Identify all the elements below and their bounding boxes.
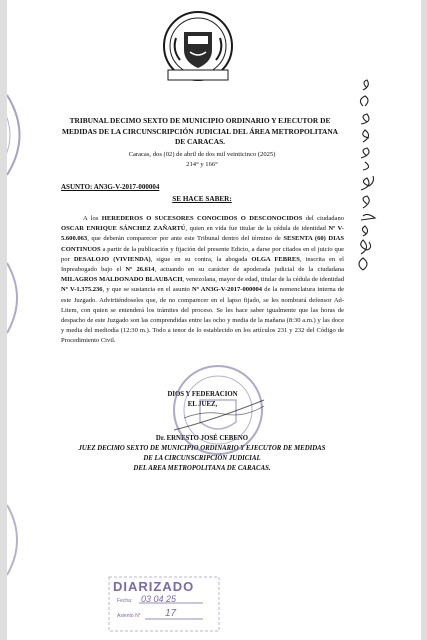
closing-line-1: DIOS Y FEDERACION (167, 391, 238, 398)
asunto-line: ASUNTO: AN3G-V-2017-000004 (61, 183, 160, 191)
fecha-label: Fecha: (117, 598, 133, 604)
diarizado-title: DIARIZADO (113, 579, 195, 594)
judge-title-line-1: JUEZ DECIMO SEXTO DE MUNICIPIO ORDINARIO Y EJECUTOR DE MEDIDAS (78, 445, 326, 452)
court-stamp-icon (164, 360, 272, 460)
date-line: Caracas, dos (02) de abril de dos mil veinticinco (2025) (128, 151, 276, 158)
judge-title-line-2: DE LA CIRCUNSCRIPCIÓN JUDICIAL (143, 455, 261, 462)
judge-name: Dr. ERNESTO JOSÉ CEBENO (155, 435, 249, 442)
diarizado-stamp (105, 575, 225, 635)
asiento-label: Asiento N° (117, 613, 141, 619)
left-edge-stamp-icon (7, 90, 35, 180)
left-edge-stamp-icon (7, 258, 31, 338)
closing-line-2: EL JUEZ, (187, 401, 218, 408)
years-line: 214° y 166° (186, 160, 218, 168)
seal-text (162, 8, 234, 88)
fecha-value: 03 04 25 (141, 594, 177, 604)
judge-title-line-3: DEL AREA METROPOLITANA DE CARACAS. (133, 465, 271, 472)
left-edge-stamp-icon (7, 500, 31, 580)
edict-body (61, 214, 344, 347)
handwritten-folio-note (353, 70, 383, 280)
document-page (7, 0, 421, 640)
date-block (67, 150, 337, 169)
court-header: TRIBUNAL DECIMO SEXTO DE MUNICIPIO ORDINARIO Y EJECUTOR DE MEDIDAS DE LA CIRCUNSCRIPCIÓN JUDICIAL DEL ÁREA METROPOLITANA DE CARACAS. (61, 116, 339, 146)
edict-paragraph: A los HEREDEROS O SUCESORES CONOCIDOS O DESCONOCIDOS del ciudadano OSCAR ENRIQUE SÁNCHEZ ZAÑARTÚ, quien en vida fue titular de la cédula de identidad Nº V-5.600.063, que deberán comparecer por ante este Tribunal dentro del término de SESENTA (60) DIAS CONTINUOS a partir de la publicación y fijación del presente Edicto, a darse por citados en el juicio que por DESALOJO (VIVIENDA), sigue en su contra, la abogada OLGA FEBRES, inscrita en el Inpreabogado bajo el Nº 26.614, actuando en su carácter de apoderada judicial de la ciudadana MILAGROS MALDONADO BLAUBACH, venezolana, mayor de edad, titular de la cédula de identidad Nº V-1.375.236, y que se sustancia en el asunto Nº AN3G-V-2017-000004 de la nomenclatura interna de este Juzgado. Advirtiéndoseles que, de no comparecer en el lapso fijado, se les nombrará defensor Ad-Litem, con quien se entenderá los trámites del proceso. Se les hace saber igualmente que las horas de despacho de este Juzgado son las comprendidas entre las ocho y media de la mañana (8:30 a.m.) y las doce y media del mediodía (12:30 m.). Todo a tenor de lo establecido en los artículos 231 y 232 del Código de Procedimiento Civil. (61, 215, 345, 345)
se-hace-saber-heading: SE HACE SABER: (172, 195, 232, 203)
asiento-value: 17 (165, 608, 177, 619)
handwritten-note-text: Cuarto secreto y cinco (165) (353, 70, 365, 71)
